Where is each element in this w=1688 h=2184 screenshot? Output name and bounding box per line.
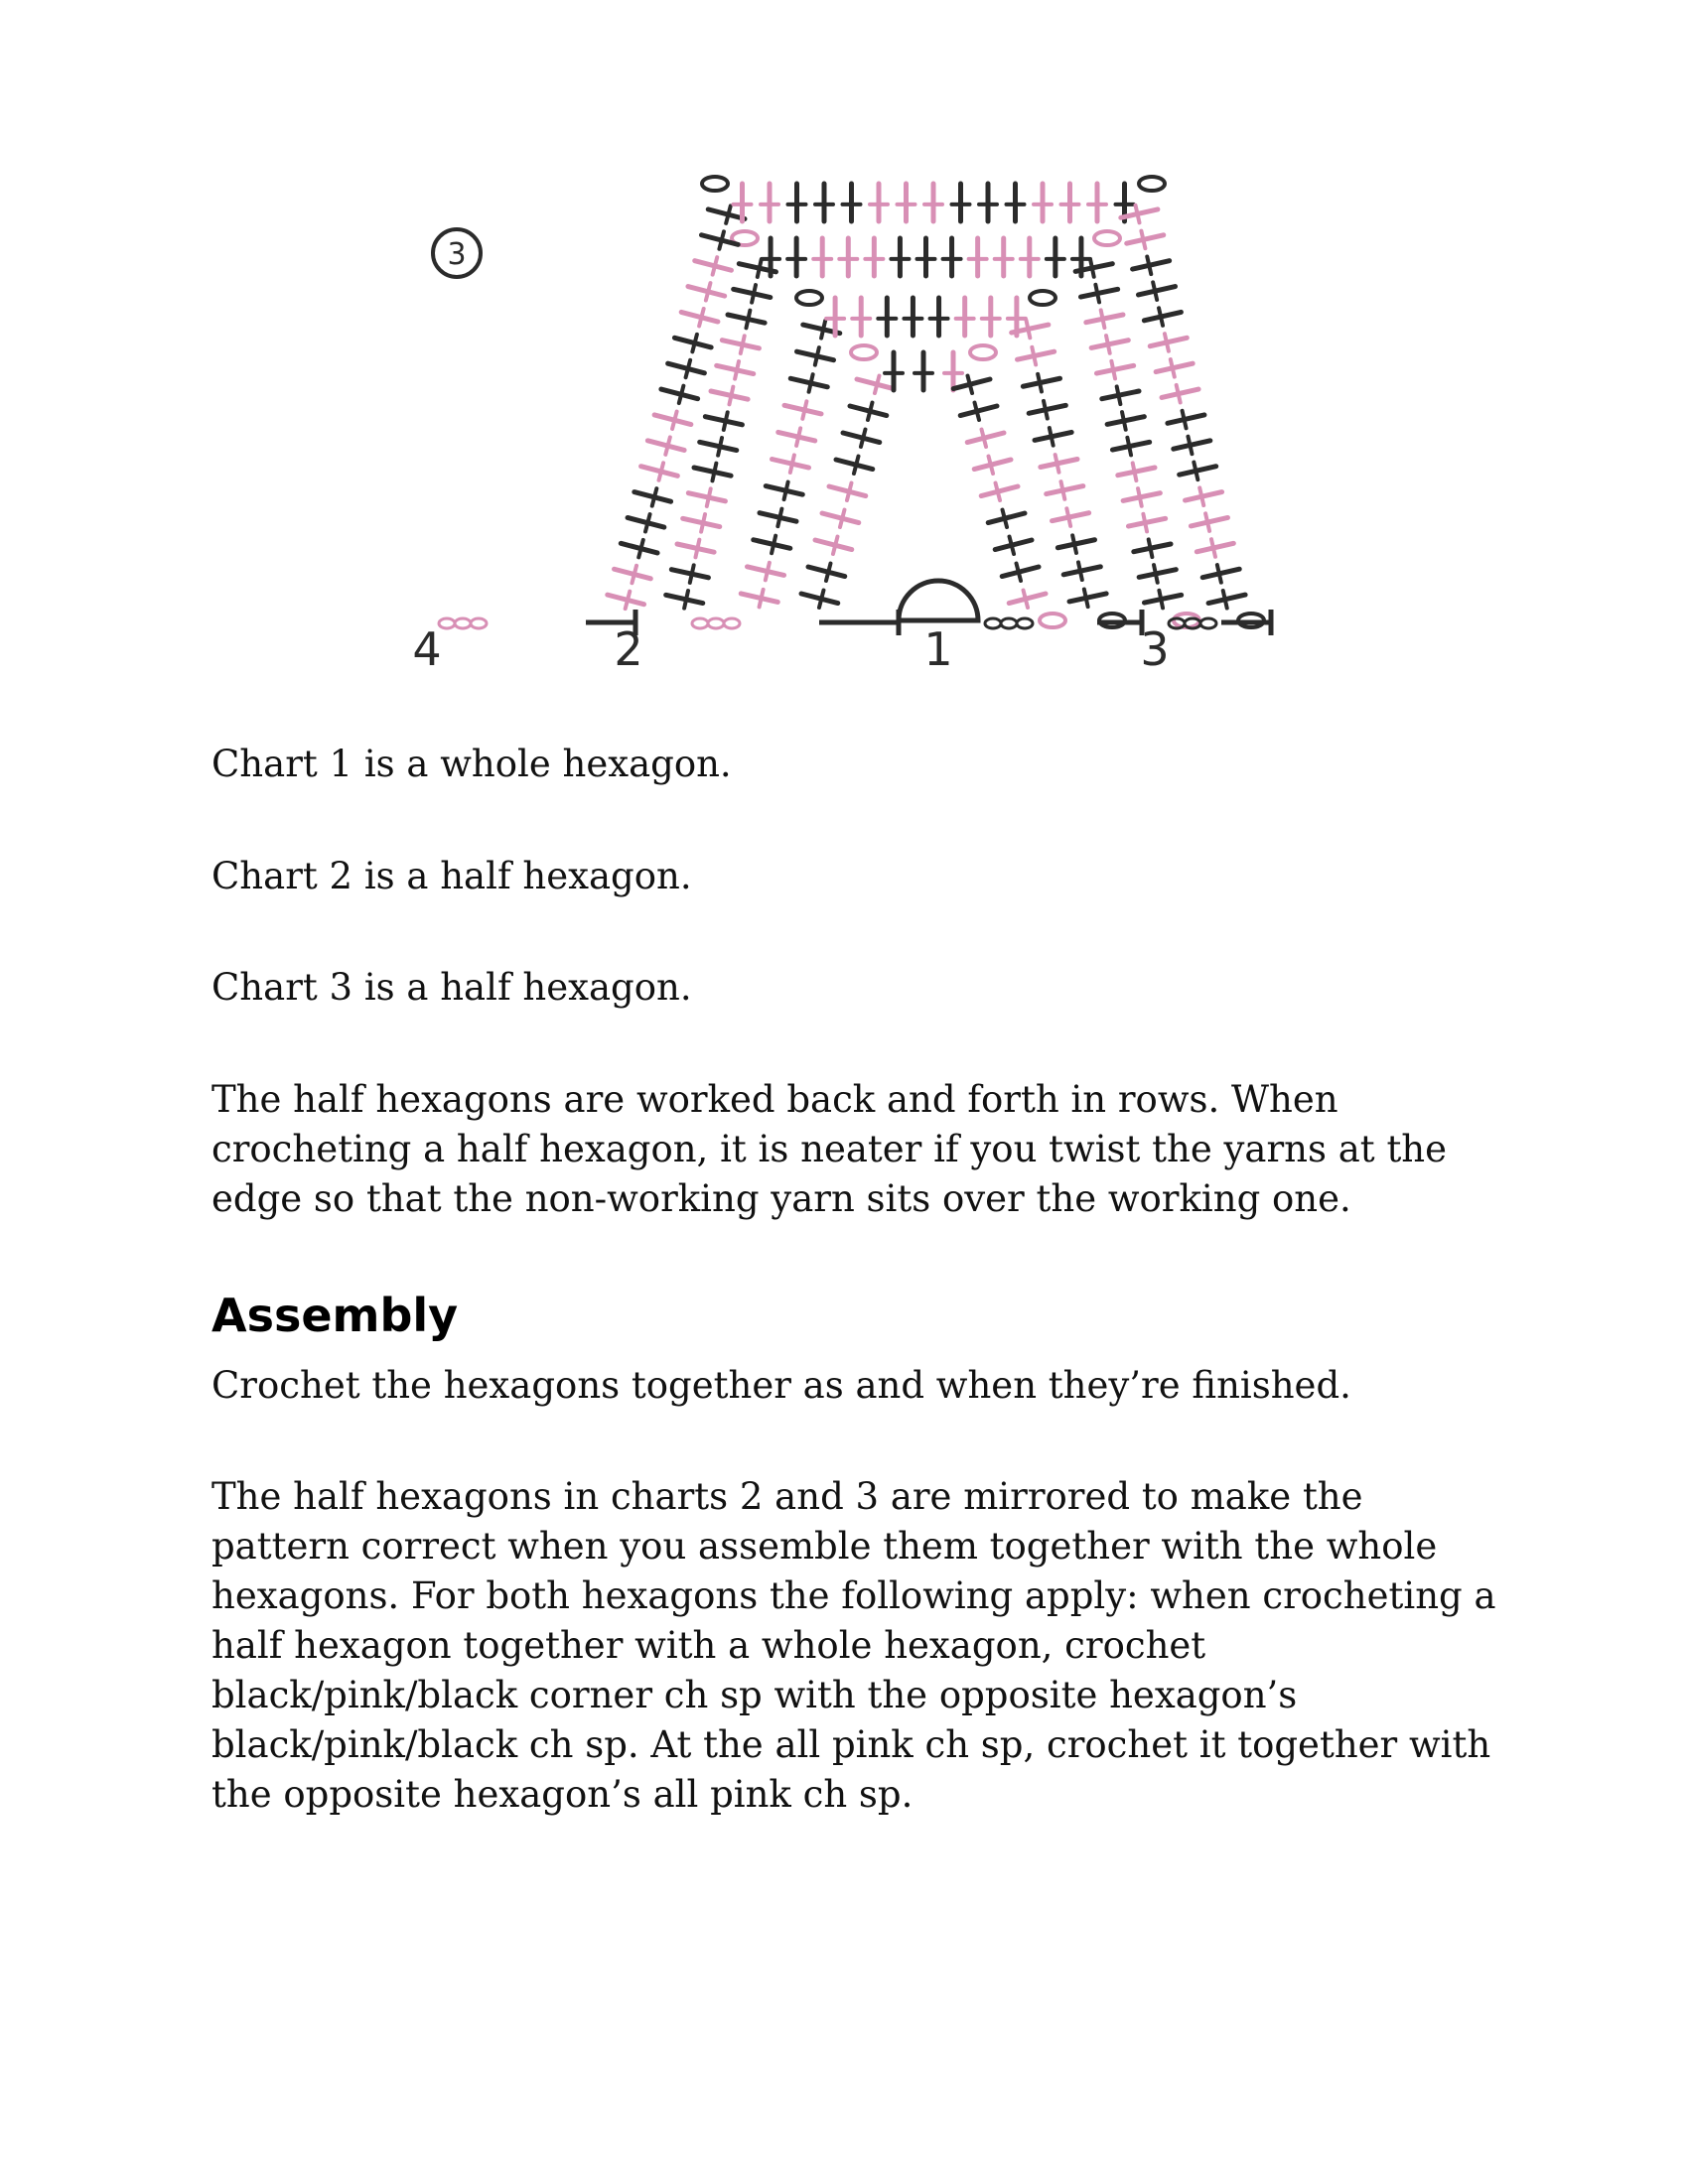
stitch-cross	[875, 376, 880, 393]
stitch-cross	[996, 483, 1001, 500]
stitch-cross	[1188, 437, 1192, 455]
stitch-cross	[741, 336, 745, 353]
stitch-cross	[713, 257, 718, 274]
chain-space	[851, 345, 877, 359]
stitch-cross	[706, 283, 711, 300]
stitch-cross	[847, 483, 852, 500]
stitch-cross	[809, 374, 813, 392]
chart2-block	[211, 852, 1502, 901]
chart3-block	[211, 963, 1502, 1013]
row-label-1: 1	[923, 622, 953, 676]
stitch-cross	[686, 360, 691, 377]
stitch-cross	[1138, 488, 1142, 506]
chain-space	[796, 291, 822, 305]
stitch-cross	[784, 482, 788, 500]
chart-badge-number: 3	[447, 237, 467, 272]
chart2-description: Chart 2 is a half hexagon.	[211, 855, 692, 897]
chain-space	[1030, 291, 1055, 305]
stitch-cross	[1090, 259, 1094, 277]
stitch-cross	[1165, 334, 1169, 351]
chart1-description: Chart 1 is a whole hexagon.	[211, 743, 732, 785]
assembly-line: pattern correct when you assemble them together with the whole	[211, 1525, 1438, 1568]
stitch-cross	[672, 412, 677, 429]
assembly-line: The half hexagons in charts 2 and 3 are mirrored to make the	[211, 1475, 1363, 1518]
stitch-cross	[632, 566, 636, 583]
stitch-cross	[975, 403, 980, 420]
stitch-cross	[1211, 539, 1215, 557]
stitch-cross	[1159, 591, 1163, 609]
chain-space	[702, 177, 728, 191]
stitch-cross	[1143, 514, 1147, 532]
stitch-cross	[1027, 321, 1031, 339]
stitch-cross	[766, 563, 770, 581]
half-hex-line: The half hexagons are worked back and forth in rows. When	[211, 1078, 1338, 1121]
base-chain	[724, 618, 740, 628]
stitch-cross	[796, 428, 800, 446]
stitch-cross	[772, 536, 775, 554]
assembly-body-paragraph	[211, 1472, 1502, 1820]
stitch-cross	[1044, 401, 1048, 419]
stitch-cross	[1171, 359, 1175, 377]
stitch-cross	[1136, 205, 1140, 223]
stitch-cross	[638, 540, 643, 557]
stitch-cross	[1205, 513, 1209, 531]
assembly-line: hexagons. For both hexagons the following apply: when crocheting a	[211, 1574, 1496, 1617]
stitch-cross	[707, 488, 711, 506]
stitch-cross	[692, 335, 697, 351]
stitch-cross	[679, 386, 684, 403]
stitch-cross	[1010, 537, 1015, 554]
stitch-cross	[790, 455, 794, 473]
base-chain	[692, 618, 708, 628]
stitch-cross	[652, 488, 657, 505]
chart-descriptions	[211, 740, 1502, 789]
row-label-2: 2	[614, 622, 643, 676]
stitch-cross	[1127, 438, 1131, 456]
stitch-cross	[735, 361, 739, 379]
stitch-cross	[718, 438, 722, 456]
stitch-cross	[684, 591, 688, 609]
stitch-cross	[1024, 591, 1029, 608]
assembly-heading: Assembly	[211, 1289, 459, 1342]
chain-space	[1139, 177, 1165, 191]
stitch-cross	[701, 514, 705, 532]
stitch-cross	[1050, 428, 1054, 446]
stitch-cross	[1003, 510, 1008, 527]
stitch-cross	[1055, 455, 1059, 473]
row-label-4: 4	[412, 622, 442, 676]
base-chain	[1001, 618, 1017, 628]
stitch-cross	[1141, 231, 1145, 249]
stitch-cross	[1017, 564, 1022, 581]
stitch-cross	[760, 590, 764, 608]
assembly-line: half hexagon together with a whole hexagon, crochet	[211, 1624, 1206, 1667]
stitch-cross	[815, 347, 819, 365]
stitch-cross	[1183, 411, 1187, 429]
stitch-cross	[989, 457, 994, 474]
base-chain	[1200, 618, 1216, 628]
row-label-3: 3	[1140, 622, 1170, 676]
base-chain	[985, 618, 1001, 628]
stitch-layer	[439, 177, 1271, 635]
stitch-cross	[724, 412, 728, 430]
chain-space	[1040, 614, 1065, 627]
stitch-cross	[1217, 565, 1221, 583]
assembly-intro: Crochet the hexagons together as and when they’re finished.	[211, 1364, 1351, 1407]
stitch-cross	[1153, 282, 1157, 300]
stitch-cross	[833, 537, 838, 554]
stitch-cross	[695, 540, 699, 558]
half-hex-line: crocheting a half hexagon, it is neater if you twist the yarns at the	[211, 1128, 1448, 1170]
stitch-cross	[982, 430, 987, 447]
stitch-cross	[1078, 562, 1082, 580]
assembly-line: black/pink/black corner ch sp with the opposite hexagon’s	[211, 1674, 1298, 1716]
base-chain	[708, 618, 724, 628]
stitch-cross	[1061, 481, 1065, 499]
stitch-cross	[1066, 508, 1070, 526]
stitch-cross	[699, 309, 704, 326]
stitch-cross	[1117, 386, 1121, 404]
chain-space	[1094, 231, 1120, 245]
stitch-cross	[1095, 285, 1099, 303]
stitch-cross	[1032, 347, 1036, 365]
stitch-cross	[726, 205, 731, 222]
stitch-cross	[1106, 336, 1110, 353]
stitch-cross	[1147, 257, 1151, 275]
stitch-cross	[690, 565, 694, 583]
stitch-cross	[758, 259, 762, 277]
stitch-cross	[1194, 463, 1197, 480]
stitch-cross	[968, 376, 973, 393]
base-chain	[471, 618, 487, 628]
half-hex-line: edge so that the non-working yarn sits over the working one.	[211, 1177, 1351, 1220]
stitch-cross	[645, 514, 650, 531]
stitch-cross	[1072, 535, 1076, 553]
base-chain	[1017, 618, 1033, 628]
chain-space	[970, 345, 996, 359]
stitch-cross	[1223, 591, 1227, 609]
stitch-cross	[665, 437, 670, 454]
stitch-cross	[802, 401, 806, 419]
stitch-cross	[861, 430, 866, 447]
stitch-cross	[1149, 539, 1153, 557]
stitch-cross	[826, 564, 831, 581]
stitch-cross	[1038, 374, 1042, 392]
stitch-cross	[1159, 308, 1163, 326]
stitch-cross	[1133, 463, 1137, 480]
stitch-cross	[626, 592, 631, 609]
stitch-cross	[752, 285, 756, 303]
stitch-cross	[1154, 565, 1158, 583]
base-chain	[455, 618, 471, 628]
half-hexagon-paragraph	[211, 1075, 1502, 1224]
assembly-line: the opposite hexagon’s all pink ch sp.	[211, 1773, 914, 1816]
assembly-intro-block	[211, 1361, 1502, 1411]
stitch-cross	[746, 311, 750, 329]
chart3-description: Chart 3 is a half hexagon.	[211, 966, 692, 1009]
stitch-cross	[821, 321, 825, 339]
crochet-chart-diagram	[357, 169, 1331, 685]
stitch-cross	[1111, 361, 1115, 379]
stitch-cross	[729, 387, 733, 405]
stitch-cross	[1084, 590, 1088, 608]
stitch-cross	[854, 457, 859, 474]
stitch-cross	[840, 510, 845, 527]
assembly-line: black/pink/black ch sp. At the all pink ch sp, crochet it together with	[211, 1723, 1491, 1766]
stitch-cross	[1177, 385, 1181, 403]
stitch-cross	[1122, 412, 1126, 430]
magic-ring	[899, 581, 978, 620]
stitch-cross	[1101, 310, 1105, 328]
stitch-cross	[868, 403, 873, 420]
stitch-cross	[719, 231, 724, 248]
stitch-cross	[777, 509, 781, 527]
stitch-cross	[819, 591, 824, 608]
stitch-cross	[712, 464, 716, 481]
stitch-cross	[659, 463, 664, 479]
stitch-cross	[1199, 487, 1203, 505]
